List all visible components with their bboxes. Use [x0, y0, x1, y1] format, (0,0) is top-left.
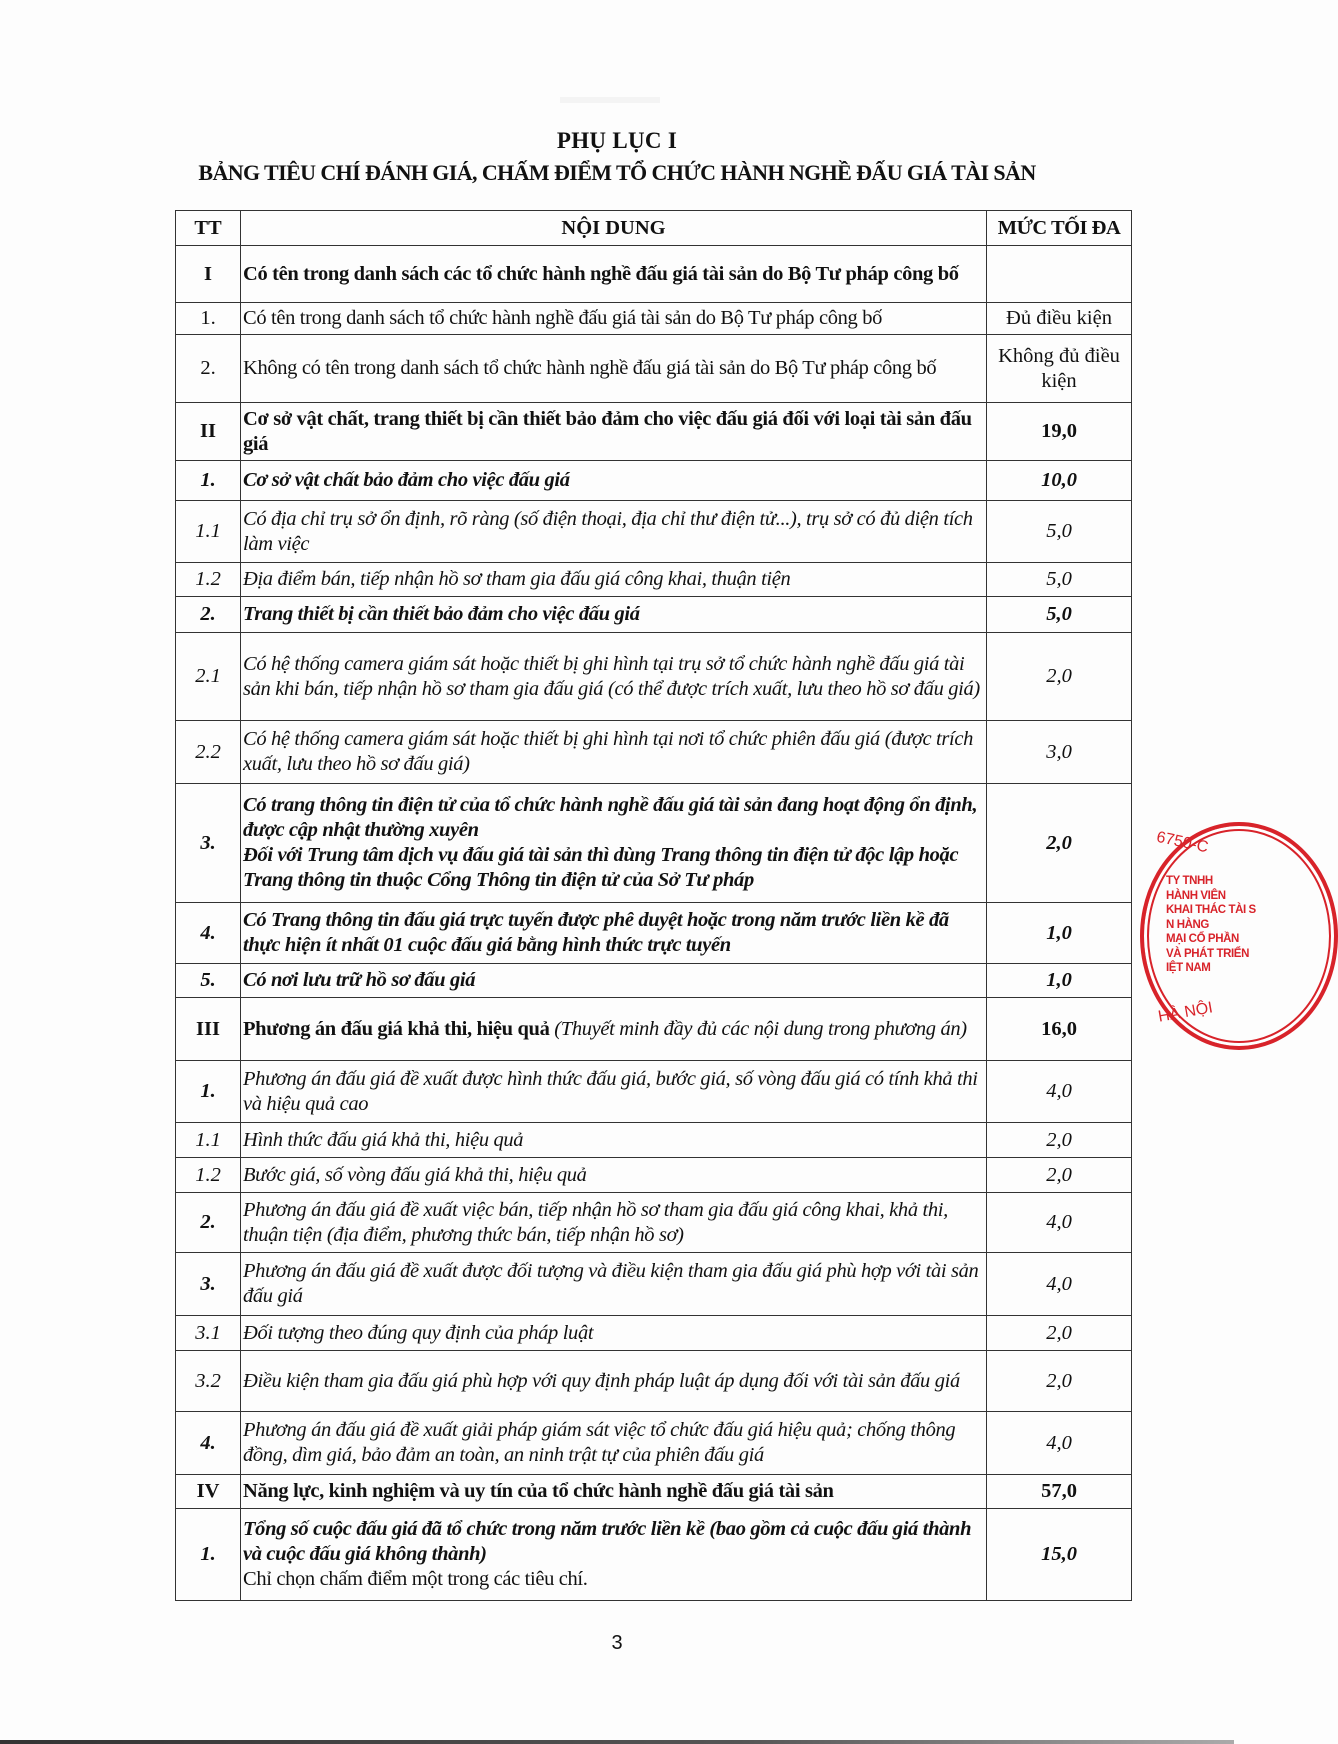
row-number: 3.: [176, 1253, 241, 1316]
row-max-score: 19,0: [987, 403, 1132, 461]
row-number: 1.2: [176, 1158, 241, 1193]
row-number: 3.2: [176, 1351, 241, 1412]
row-number: 1.: [176, 461, 241, 501]
table-row: [176, 403, 1132, 461]
row-number: 2.: [176, 335, 241, 403]
row-number: 2.: [176, 1193, 241, 1253]
column-header-max: MỨC TỐI ĐA: [987, 211, 1132, 246]
table-row: [176, 1253, 1132, 1316]
table-body: [176, 246, 1132, 1601]
row-content-text: Địa điểm bán, tiếp nhận hồ sơ tham gia đấu giá công khai, thuận tiện: [243, 568, 791, 590]
row-max-score: 2,0: [987, 1351, 1132, 1412]
row-content-note: Chỉ chọn chấm điểm một trong các tiêu chí.: [243, 1568, 588, 1590]
row-max-score: 10,0: [987, 461, 1132, 501]
row-content-text: Có hệ thống camera giám sát hoặc thiết bị ghi hình tại trụ sở tổ chức hành nghề đấu giá tài sản khi bán, tiếp nhận hồ sơ tham gia đấu giá (có thể được trích xuất, lưu theo hồ sơ đấu giá): [243, 652, 980, 700]
column-header-content: NỘI DUNG: [241, 211, 987, 246]
row-content: [241, 998, 987, 1061]
row-content-text: Cơ sở vật chất bảo đảm cho việc đấu giá: [243, 469, 570, 491]
table-row: [176, 964, 1132, 998]
table-row: [176, 1158, 1132, 1193]
row-content-text: Phương án đấu giá đề xuất giải pháp giám sát việc tổ chức đấu giá hiệu quả; chống thông đồng, dìm giá, bảo đảm an toàn, an ninh trật tự của phiên đấu giá: [243, 1419, 956, 1466]
row-content-text: Phương án đấu giá đề xuất được đối tượng và điều kiện tham gia đấu giá phù hợp với tài sản đấu giá: [243, 1260, 979, 1307]
row-content: [241, 784, 987, 903]
row-content-text: Phương án đấu giá đề xuất được hình thức đấu giá, bước giá, số vòng đấu giá có tính khả thi và hiệu quả cao: [243, 1067, 978, 1115]
row-number: IV: [176, 1475, 241, 1509]
row-content-text: Tổng số cuộc đấu giá đã tổ chức trong năm trước liền kề (bao gồm cả cuộc đấu giá thành và cuộc đấu giá không thành): [243, 1518, 972, 1565]
row-max-score: 5,0: [987, 597, 1132, 633]
row-content-text: Cơ sở vật chất, trang thiết bị cần thiết bảo đảm cho việc đấu giá đối với loại tài sản đấu giá: [243, 407, 972, 455]
seal-line: HÀNH VIÊN: [1166, 889, 1226, 902]
seal-line: MẠI CỔ PHẦN: [1166, 933, 1239, 945]
row-content: [241, 1061, 987, 1123]
row-number: III: [176, 998, 241, 1061]
row-max-score: 1,0: [987, 964, 1132, 998]
row-content: [241, 303, 987, 335]
row-max-score: 15,0: [987, 1509, 1132, 1601]
row-max-score: 4,0: [987, 1061, 1132, 1123]
criteria-table: [175, 210, 1132, 1601]
table-row: [176, 335, 1132, 403]
row-max-score: 5,0: [987, 501, 1132, 563]
row-max-score: Không đủ điều kiện: [987, 335, 1132, 403]
row-content-text: Hình thức đấu giá khả thi, hiệu quả: [243, 1128, 524, 1151]
table-row: [176, 1351, 1132, 1412]
row-content-text: Có tên trong danh sách tổ chức hành nghề đấu giá tài sản do Bộ Tư pháp công bố: [243, 307, 883, 329]
row-number: 1.1: [176, 1123, 241, 1158]
row-max-score: 2,0: [987, 1316, 1132, 1351]
row-content-text: Có tên trong danh sách các tổ chức hành nghề đấu giá tài sản do Bộ Tư pháp công bố: [243, 262, 959, 285]
row-number: 4.: [176, 1412, 241, 1475]
page-number: 3: [611, 1632, 623, 1654]
table-row: [176, 563, 1132, 597]
row-number: 3.1: [176, 1316, 241, 1351]
row-content-text: Đối tượng theo đúng quy định của pháp luật: [243, 1321, 594, 1344]
row-number: 4.: [176, 903, 241, 964]
table-row: [176, 1061, 1132, 1123]
seal-line: KHAI THÁC TÀI S: [1166, 904, 1256, 916]
row-content-text: Có hệ thống camera giám sát hoặc thiết bị ghi hình tại nơi tổ chức phiên đấu giá (được trích xuất, lưu theo hồ sơ đấu giá): [243, 728, 974, 775]
document-title: BẢNG TIÊU CHÍ ĐÁNH GIÁ, CHẤM ĐIỂM TỔ CHỨC HÀNH NGHỀ ĐẤU GIÁ TÀI SẢN: [198, 160, 1036, 185]
row-max-score: 4,0: [987, 1253, 1132, 1316]
row-number: 1.2: [176, 563, 241, 597]
row-content-text: Điều kiện tham gia đấu giá phù hợp với quy định pháp luật áp dụng đối với tài sản đấu giá: [243, 1369, 960, 1392]
row-content-note: (Thuyết minh đầy đủ các nội dung trong phương án): [554, 1017, 967, 1040]
seal-line: IỆT NAM: [1166, 962, 1211, 974]
row-content: [241, 964, 987, 998]
row-content-text: Có Trang thông tin đấu giá trực tuyến được phê duyệt hoặc trong năm trước liền kề đã thực hiện ít nhất 01 cuộc đấu giá bằng hình thức trực tuyến: [243, 909, 949, 956]
row-number: 2.: [176, 597, 241, 633]
table-row: [176, 721, 1132, 784]
row-content: [241, 1509, 987, 1601]
row-max-score: 5,0: [987, 563, 1132, 597]
table-row: [176, 501, 1132, 563]
row-max-score: 2,0: [987, 1158, 1132, 1193]
table-header-row: [176, 211, 1132, 246]
row-content-text: Có địa chỉ trụ sở ổn định, rõ ràng (số điện thoại, địa chỉ thư điện tử...), trụ sở có đủ diện tích làm việc: [243, 507, 973, 555]
row-max-score: 57,0: [987, 1475, 1132, 1509]
row-content: [241, 563, 987, 597]
seal-text: [1166, 874, 1256, 976]
row-content: [241, 335, 987, 403]
table-row: [176, 246, 1132, 303]
seal-line: N HÀNG: [1166, 918, 1209, 931]
row-content: [241, 1123, 987, 1158]
seal-city: HÀ NỘI: [1156, 999, 1215, 1026]
row-number: 1.: [176, 1509, 241, 1601]
table-row: [176, 1412, 1132, 1475]
table-row: [176, 784, 1132, 903]
row-number: 2.2: [176, 721, 241, 784]
row-content: [241, 501, 987, 563]
table-row: [176, 1193, 1132, 1253]
seal-line: TY TNHH: [1166, 875, 1213, 887]
row-number: 5.: [176, 964, 241, 998]
row-content-text: Trang thiết bị cần thiết bảo đảm cho việc đấu giá: [243, 603, 640, 625]
row-number: 1.: [176, 303, 241, 335]
table-row: [176, 1316, 1132, 1351]
row-max-score: 4,0: [987, 1412, 1132, 1475]
row-content: [241, 903, 987, 964]
row-number: II: [176, 403, 241, 461]
row-max-score: 1,0: [987, 903, 1132, 964]
faint-mark: [560, 97, 660, 103]
row-max-score: 3,0: [987, 721, 1132, 784]
row-content: [241, 1475, 987, 1509]
row-number: 2.1: [176, 633, 241, 721]
seal-number: 6750-C: [1154, 828, 1210, 857]
row-max-score: 16,0: [987, 998, 1132, 1061]
row-content-text: Phương án đấu giá đề xuất việc bán, tiếp nhận hồ sơ tham gia đấu giá công khai, khả thi, thuận tiện (địa điểm, phương thức bán, tiếp nhận hồ sơ): [243, 1198, 948, 1246]
row-content: [241, 1193, 987, 1253]
row-content-text: Có trang thông tin điện tử của tổ chức hành nghề đấu giá tài sản đang hoạt động ổn định, được cập nhật thường xuyên: [243, 794, 978, 841]
row-content: [241, 1316, 987, 1351]
row-content: [241, 1351, 987, 1412]
company-seal-stamp: [1140, 822, 1338, 1050]
table-row: [176, 1509, 1132, 1601]
table-row: [176, 1123, 1132, 1158]
seal-line: VÀ PHÁT TRIỂN: [1166, 947, 1249, 960]
row-max-score: 2,0: [987, 784, 1132, 903]
row-content-text: Bước giá, số vòng đấu giá khả thi, hiệu quả: [243, 1163, 587, 1186]
table-row: [176, 597, 1132, 633]
row-number: 1.: [176, 1061, 241, 1123]
row-number: 3.: [176, 784, 241, 903]
table-row: [176, 998, 1132, 1061]
row-content-note: Đối với Trung tâm dịch vụ đấu giá tài sản thì dùng Trang thông tin điện tử độc lập hoặc Trang thông tin thuộc Cổng Thông tin điện tử của Sở Tư pháp: [243, 844, 959, 891]
row-content-text: Có nơi lưu trữ hồ sơ đấu giá: [243, 969, 476, 991]
row-content: [241, 1412, 987, 1475]
row-content: [241, 461, 987, 501]
row-content: [241, 1158, 987, 1193]
row-content: [241, 1253, 987, 1316]
table-row: [176, 903, 1132, 964]
row-content-text: Năng lực, kinh nghiệm và uy tín của tổ chức hành nghề đấu giá tài sản: [243, 1480, 834, 1502]
appendix-title: PHỤ LỤC I: [556, 128, 678, 153]
scan-edge: [0, 1740, 1234, 1744]
row-max-score: 4,0: [987, 1193, 1132, 1253]
row-content-text: Không có tên trong danh sách tổ chức hành nghề đấu giá tài sản do Bộ Tư pháp công bố: [243, 357, 937, 379]
row-max-score: Đủ điều kiện: [987, 303, 1132, 335]
row-content: [241, 246, 987, 303]
row-number: I: [176, 246, 241, 303]
column-header-tt: TT: [176, 211, 241, 246]
row-content-text: Phương án đấu giá khả thi, hiệu quả: [243, 1017, 550, 1040]
row-number: 1.1: [176, 501, 241, 563]
row-max-score: [987, 246, 1132, 303]
row-content: [241, 721, 987, 784]
table-row: [176, 303, 1132, 335]
row-content: [241, 403, 987, 461]
row-content: [241, 633, 987, 721]
row-max-score: 2,0: [987, 633, 1132, 721]
row-max-score: 2,0: [987, 1123, 1132, 1158]
table-row: [176, 633, 1132, 721]
table-row: [176, 1475, 1132, 1509]
table-row: [176, 461, 1132, 501]
row-content: [241, 597, 987, 633]
